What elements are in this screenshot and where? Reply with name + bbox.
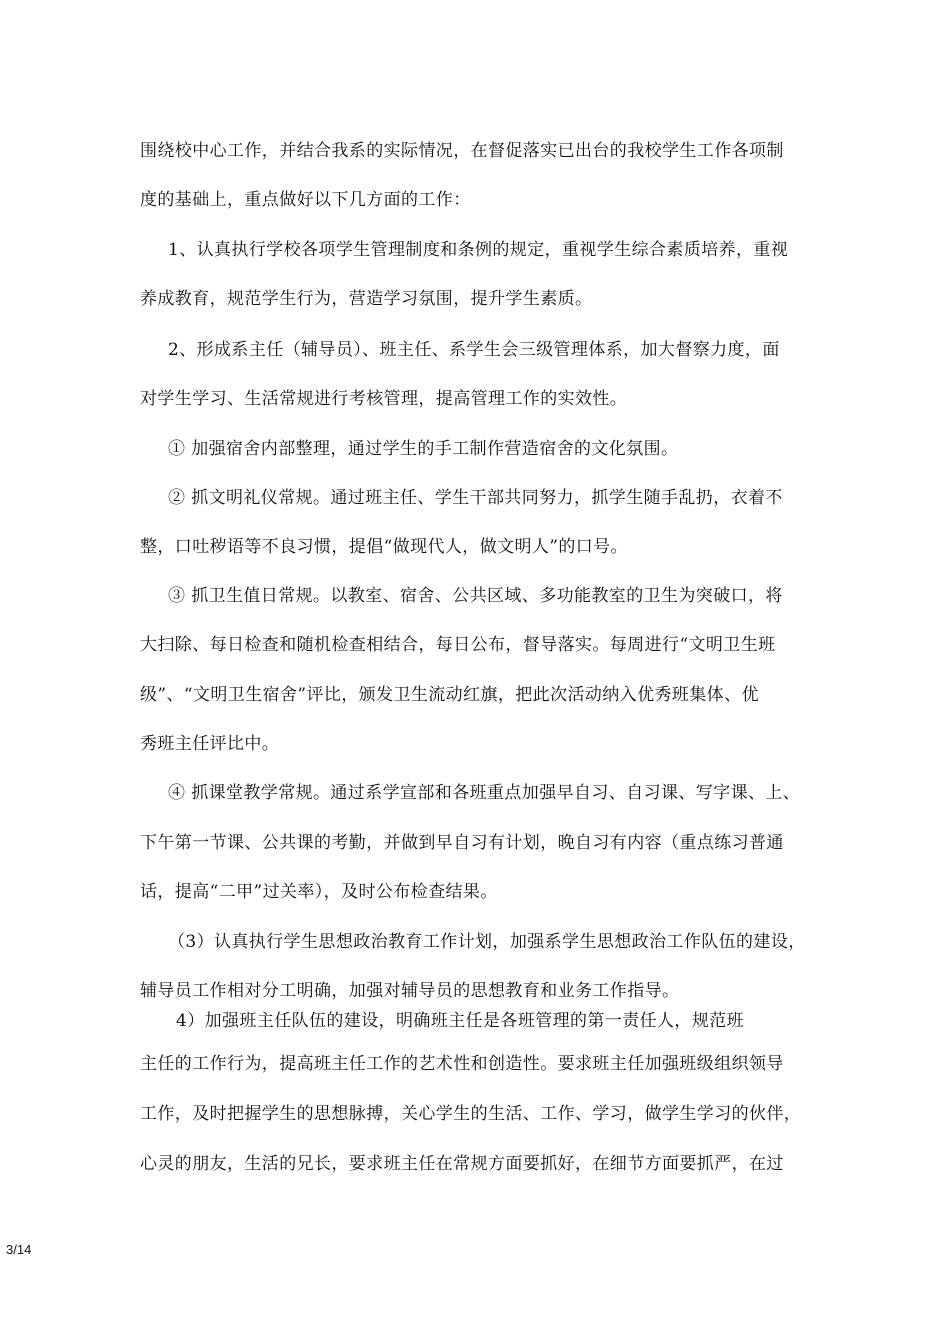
paragraph-line: （3）认真执行学生思想政治教育工作计划，加强系学生思想政治工作队伍的建设， [168, 932, 806, 952]
paragraph-line: 1、认真执行学校各项学生管理制度和条例的规定，重视学生综合素质培养，重视 [168, 240, 789, 260]
paragraph-line: 级”、“文明卫生宿舍”评比，颁发卫生流动红旗，把此次活动纳入优秀班集体、优 [140, 685, 759, 705]
paragraph-line: 辅导员工作相对分工明确，加强对辅导员的思想教育和业务工作指导。 [140, 981, 680, 1001]
paragraph-line: ④ 抓课堂教学常规。通过系学宣部和各班重点加强早自习、自习课、写字课、上、 [168, 783, 801, 803]
paragraph-line: 对学生学习、生活常规进行考核管理，提高管理工作的实效性。 [140, 389, 628, 409]
paragraph-line: ② 抓文明礼仪常规。通过班主任、学生干部共同努力，抓学生随手乱扔，衣着不 [168, 488, 783, 508]
paragraph-line: ① 加强宿舍内部整理，通过学生的手工制作营造宿舍的文化氛围。 [168, 439, 679, 459]
paragraph-line: 整，口吐秽语等不良习惯，提倡“做现代人，做文明人”的口号。 [140, 537, 628, 557]
paragraph-line: 养成教育，规范学生行为，营造学习氛围，提升学生素质。 [140, 289, 593, 309]
paragraph-line: 大扫除、每日检查和随机检查相结合，每日公布，督导落实。每周进行“文明卫生班 [140, 635, 776, 655]
paragraph-line: 2、形成系主任（辅导员）、班主任、系学生会三级管理体系，加大督察力度，面 [168, 340, 780, 360]
paragraph-line: ③ 抓卫生值日常规。以教室、宿舍、公共区域、多功能教室的卫生为突破口，将 [168, 586, 783, 606]
page-number: 3/14 [6, 1242, 32, 1257]
paragraph-line: 话，提高“二甲”过关率），及时公布检查结果。 [140, 882, 498, 902]
paragraph-line: 围绕校中心工作，并结合我系的实际情况，在督促落实已出台的我校学生工作各项制 [140, 141, 784, 161]
paragraph-line: 4）加强班主任队伍的建设，明确班主任是各班管理的第一责任人，规范班 [176, 1011, 745, 1031]
paragraph-line: 下午第一节课、公共课的考勤，并做到早自习有计划，晚自习有内容（重点练习普通 [140, 833, 784, 853]
paragraph-line: 主任的工作行为，提高班主任工作的艺术性和创造性。要求班主任加强班级组织领导 [140, 1054, 784, 1074]
paragraph-line: 心灵的朋友，生活的兄长，要求班主任在常规方面要抓好，在细节方面要抓严，在过 [140, 1154, 784, 1174]
paragraph-line: 秀班主任评比中。 [140, 734, 280, 754]
paragraph-line: 度的基础上，重点做好以下几方面的工作： [140, 190, 471, 210]
paragraph-line: 工作，及时把握学生的思想脉搏，关心学生的生活、工作、学习，做学生学习的伙伴， [140, 1104, 802, 1124]
